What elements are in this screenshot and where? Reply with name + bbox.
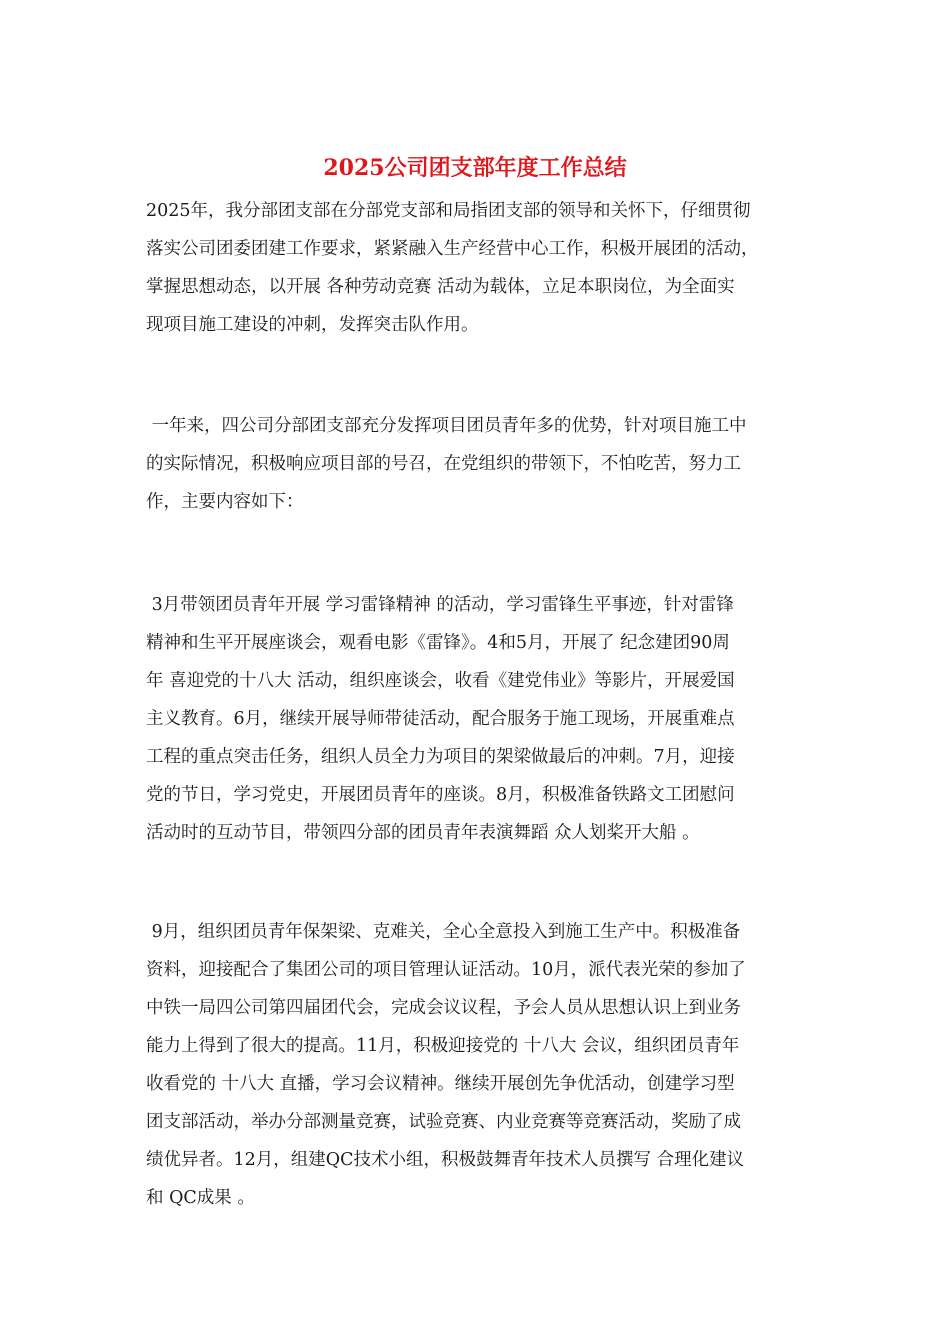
paragraph-line: 作，主要内容如下： <box>146 492 304 512</box>
paragraph-line: 年 喜迎党的十八大 活动，组织座谈会，收看《建党伟业》等影片，开展爱国 <box>146 671 735 691</box>
paragraph-line: 一年来，四公司分部团支部充分发挥项目团员青年多的优势，针对项目施工中 <box>146 416 747 436</box>
paragraph-line: 活动时的互动节目，带领四分部的团员青年表演舞蹈 众人划桨开大船 。 <box>146 823 700 843</box>
paragraph-line: 精神和生平开展座谈会，观看电影《雷锋》。4和5月，开展了 纪念建团90周 <box>146 633 730 653</box>
paragraph-line: 主义教育。6月，继续开展导师带徒活动，配合服务于施工现场，开展重难点 <box>146 709 735 729</box>
paragraph-line: 的实际情况，积极响应项目部的号召，在党组织的带领下，不怕吃苦，努力工 <box>146 454 741 474</box>
paragraph-line: 落实公司团委团建工作要求，紧紧融入生产经营中心工作，积极开展团的活动， <box>146 239 759 259</box>
paragraph-line: 3月带领团员青年开展 学习雷锋精神 的活动，学习雷锋生平事迹，针对雷锋 <box>146 595 734 615</box>
paragraph-line: 资料，迎接配合了集团公司的项目管理认证活动。10月，派代表光荣的参加了 <box>146 960 746 980</box>
paragraph-line: 掌握思想动态，以开展 各种劳动竞赛 活动为载体，立足本职岗位，为全面实 <box>146 277 735 297</box>
paragraph-line: 和 QC成果 。 <box>146 1188 255 1208</box>
paragraph-line: 团支部活动，举办分部测量竞赛，试验竞赛、内业竞赛等竞赛活动，奖励了成 <box>146 1112 741 1132</box>
paragraph-line: 2025年，我分部团支部在分部党支部和局指团支部的领导和关怀下，仔细贯彻 <box>146 201 751 221</box>
paragraph-line: 中铁一局四公司第四届团代会，完成会议议程，予会人员从思想认识上到业务 <box>146 998 741 1018</box>
paragraph-line: 收看党的 十八大 直播，学习会议精神。继续开展创先争优活动，创建学习型 <box>146 1074 735 1094</box>
paragraph-line: 绩优异者。12月，组建QC技术小组，积极鼓舞青年技术人员撰写 合理化建议 <box>146 1150 745 1170</box>
paragraph-line: 能力上得到了很大的提高。11月，积极迎接党的 十八大 会议，组织团员青年 <box>146 1036 740 1056</box>
paragraph-line: 9月，组织团员青年保架梁、克难关，全心全意投入到施工生产中。积极准备 <box>146 922 741 942</box>
document-title: 2025公司团支部年度工作总结 <box>323 155 627 181</box>
paragraph-line: 现项目施工建设的冲刺，发挥突击队作用。 <box>146 315 479 335</box>
paragraph-line: 党的节日，学习党史，开展团员青年的座谈。8月，积极准备铁路文工团慰问 <box>146 785 735 805</box>
paragraph-line: 工程的重点突击任务，组织人员全力为项目的架梁做最后的冲刺。7月，迎接 <box>146 747 735 767</box>
